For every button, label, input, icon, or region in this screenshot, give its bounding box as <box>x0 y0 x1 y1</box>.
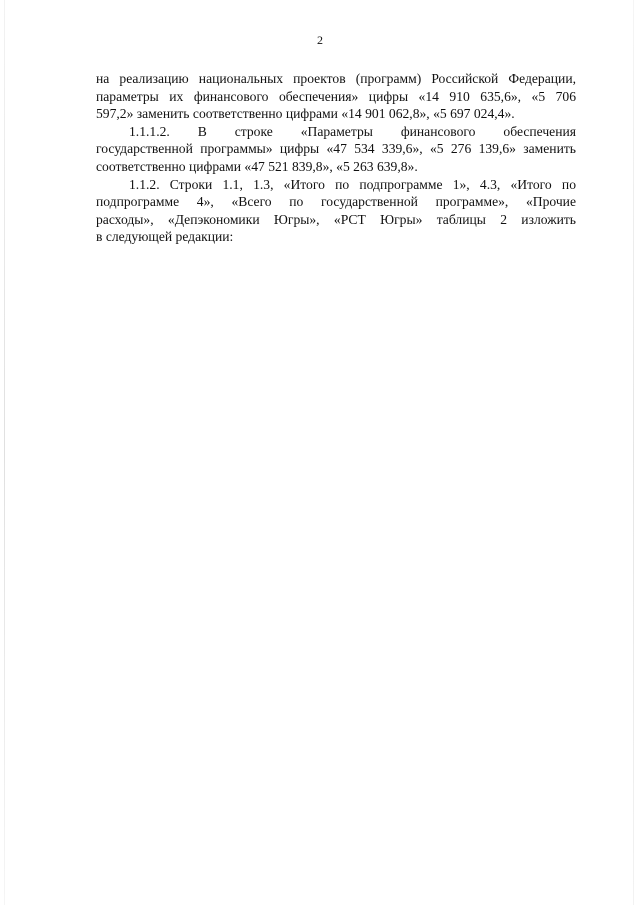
paragraph-2-line-2: государственной программы» цифры «47 534 339,6», «5 276 139,6» заменить <box>96 141 576 157</box>
scan-edge-left <box>4 0 5 905</box>
paragraph-2-line-3: соответственно цифрами «47 521 839,8», «5 263 639,8». <box>96 158 418 174</box>
paragraph-3-line-3: расходы», «Депэкономики Югры», «РСТ Югры» таблицы 2 изложить <box>96 211 576 227</box>
paragraph-1-line-2: параметры их финансового обеспечения» цифры «14 910 635,6», «5 706 <box>96 88 576 104</box>
paragraph-3-line-4: в следующей редакции: <box>96 229 234 245</box>
paragraph-1-line-3: 597,2» заменить соответственно цифрами «14 901 062,8», «5 697 024,4». <box>96 106 515 122</box>
page-number: 2 <box>317 33 323 47</box>
paragraph-2-line-1: 1.1.1.2. В строке «Параметры финансового обеспечения <box>129 123 576 139</box>
paragraph-1-line-1: на реализацию национальных проектов (программ) Российской Федерации, <box>96 71 576 86</box>
paragraph-3-line-2: подпрограмме 4», «Всего по государственной программе», «Прочие <box>96 194 576 210</box>
scan-edge-right <box>633 0 634 905</box>
document-body <box>96 70 576 246</box>
paragraph-3-line-1: 1.1.2. Строки 1.1, 1.3, «Итого по подпрограмме 1», 4.3, «Итого по <box>129 176 576 192</box>
